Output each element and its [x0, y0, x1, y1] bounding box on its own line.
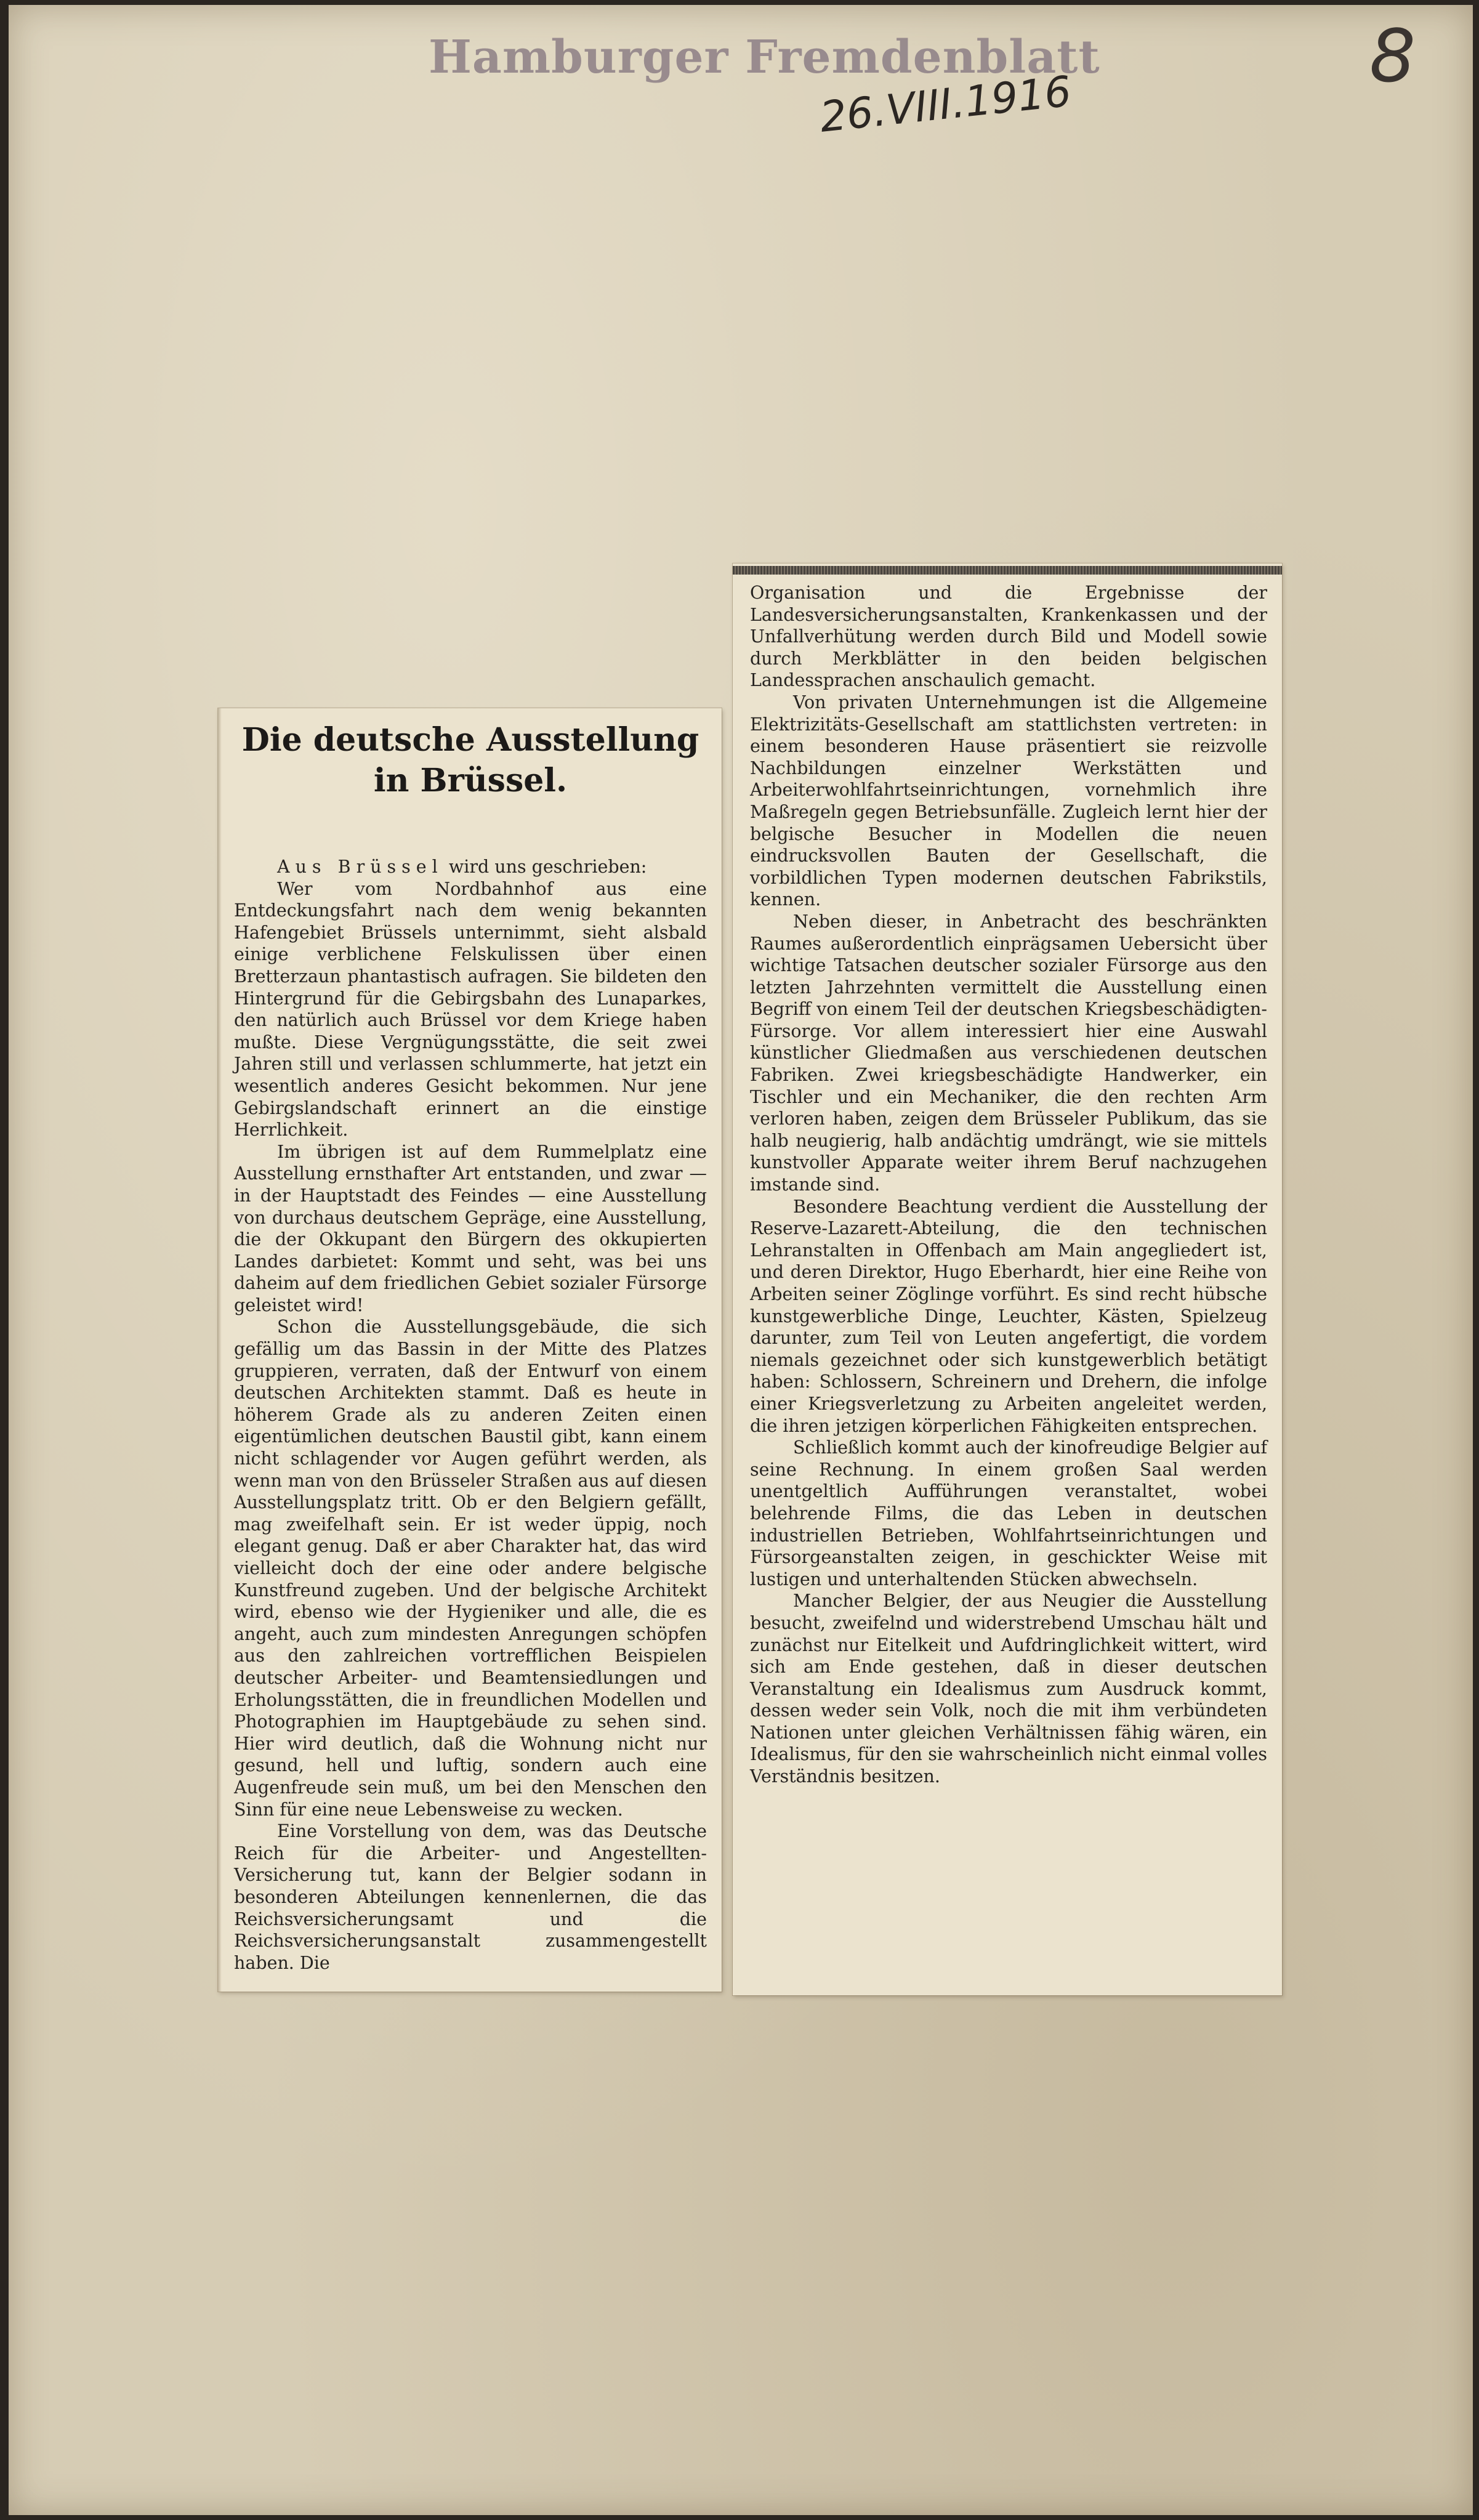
headline-line-2: in Brüssel.	[373, 762, 568, 799]
dateline-place: Aus Brüssel	[277, 857, 443, 877]
article-paragraph: Schließlich kommt auch der kinofreudige Belgier auf seine Rechnung. In einem großen Saal werden unentgeltlich Aufführungen veranstaltet, wobei belehrende Films, die das Leben in deutschen industriellen Betrieben, Wohlfahrtseinrichtungen und Fürsorgeanstalten zeigen, in geschickter Weise mit lustigen und unterhaltenden Stücken abwechseln.	[750, 1437, 1267, 1589]
edge-stain	[218, 708, 222, 1992]
article-paragraph: Eine Vorstellung von dem, was das Deutsche Reich für die Arbeiter- und Angestellten-Versicherung tut, kann der Belgier sodann in besonderen Abteilungen kennenlernen, die das Reichsversicherungsamt und die Reichsversicherungsanstalt zusammengestellt haben. Die	[234, 1821, 707, 1973]
article-paragraph: Organisation und die Ergebnisse der Landesversicherungsanstalten, Krankenkassen und der Unfallverhütung werden durch Bild und Modell sowie durch Merkblätter in den beiden belgischen Landessprachen anschaulich gemacht.	[750, 583, 1267, 691]
article-paragraph: Besondere Beachtung verdient die Ausstellung der Reserve-Lazarett-Abteilung, die den technischen Lehranstalten in Offenbach am Main angegliedert ist, und deren Direktor, Hugo Eberhardt, hier eine Reihe von Arbeiten seiner Zöglinge vorführt. Es sind recht hübsche kunstgewerbliche Dinge, Leuchter, Kästen, Spielzeug darunter, zum Teil von Leuten angefertigt, die vordem niemals gezeichnet oder sich kunstgewerblich betätigt haben: Schlossern, Schreinern und Drehern, die infolge einer Kriegsverletzung zu Arbeiten angeleitet werden, die ihren jetzigen körperlichen Fähigkeiten entsprechen.	[750, 1196, 1267, 1436]
article-paragraph: Im übrigen ist auf dem Rummelplatz eine Ausstellung ernsthafter Art entstanden, und zwar — in der Hauptstadt des Feindes — eine Ausstellung von durchaus deutschem Gepräge, eine Ausstellung, die der Okkupant den Bürgern des okkupierten Landes darbietet: Kommt und seht, was bei uns daheim auf dem friedlichen Gebiet sozialer Fürsorge geleistet wird!	[234, 1141, 707, 1315]
newspaper-name-stamp: Hamburger Fremdenblatt	[429, 31, 1100, 84]
folio-number: 8	[1369, 14, 1416, 99]
right-column-text	[750, 582, 1267, 1990]
dateline-rest: wird uns geschrieben:	[443, 857, 647, 877]
dateline-paragraph	[234, 856, 707, 878]
handwritten-date: 26.VIII.1916	[817, 67, 1074, 142]
article-paragraph: Schon die Ausstellungsgebäude, die sich gefällig um das Bassin in der Mitte des Platzes gruppieren, verraten, daß der Entwurf von einem deutschen Architekten stammt. Daß es heute in höherem Grade als zu anderen Zeiten einen eigentümlichen deutschen Baustil gibt, kann einem nicht schlagender vor Augen geführt werden, als wenn man von den Brüsseler Straßen aus auf diesen Ausstellungsplatz tritt. Ob er den Belgiern gefällt, mag zweifelhaft sein. Er ist weder üppig, noch elegant genug. Daß er aber Charakter hat, das wird vielleicht doch der eine oder andere belgische Kunstfreund zugeben. Und der belgische Architekt wird, ebenso wie der Hygieniker und alle, die es angeht, auch zum mindesten Anregungen schöpfen aus den zahlreichen vortrefflichen Beispielen deutscher Arbeiter- und Beamtensiedlungen und Erholungsstätten, die in freundlichen Modellen und Photographien im Hauptgebäude zu sehen sind. Hier wird deutlich, daß die Wohnung nicht nur gesund, hell und luftig, sondern auch eine Augenfreude sein muß, um bei den Menschen den Sinn für eine neue Lebensweise zu wecken.	[234, 1317, 707, 1820]
article-paragraph: Wer vom Nordbahnhof aus eine Entdeckungsfahrt nach dem wenig bekannten Hafengebiet Brüssels unternimmt, sieht alsbald einige verblichene Felskulissen über einen Bretterzaun phantastisch aufragen. Sie bildeten den Hintergrund für die Gebirgsbahn des Lunaparkes, den natürlich auch Brüssel vor dem Kriege haben mußte. Diese Vergnügungsstätte, die seit zwei Jahren still und verlassen schlummerte, hat jetzt ein wesentlich anderes Gesicht bekommen. Nur jene Gebirgslandschaft erinnert an die einstige Herrlichkeit.	[234, 878, 707, 1141]
article-paragraph: Mancher Belgier, der aus Neugier die Ausstellung besucht, zweifelnd und widerstrebend Umschau hält und zunächst nur Eitelkeit und Aufdringlichkeit wittert, wird sich am Ende gestehen, daß in dieser deutschen Veranstaltung ein Idealismus zum Ausdruck kommt, dessen weder sein Volk, noch die mit ihm verbündeten Nationen unter gleichen Verhältnissen fähig wären, ein Idealismus, für den sie wahrscheinlich nicht einmal volles Verständnis besitzen.	[750, 1591, 1267, 1787]
headline-line-1: Die deutsche Ausstellung	[241, 721, 699, 759]
clipping-left-column	[218, 708, 722, 1992]
clipping-right-column	[733, 563, 1282, 1995]
article-paragraph: Neben dieser, in Anbetracht des beschränkten Raumes außerordentlich einprägsamen Uebersicht über wichtige Tatsachen deutscher sozialer Fürsorge aus den letzten Jahrzehnten vermittelt die Ausstellung einen Begriff von einem Teil der deutschen Kriegsbeschädigten-Fürsorge. Vor allem interessiert hier eine Auswahl künstlicher Gliedmaßen aus verschiedenen deutschen Fabriken. Zwei kriegsbeschädigte Handwerker, ein Tischler und ein Mechaniker, die den rechten Arm verloren haben, zeigen dem Brüsseler Publikum, das sie halb neugierig, halb andächtig umdrängt, wie sie mittels kunstvoller Apparate weiter ihrem Beruf nachzugehen imstande sind.	[750, 911, 1267, 1195]
column-top-rule	[733, 566, 1282, 575]
article-paragraph: Von privaten Unternehmungen ist die Allgemeine Elektrizitäts-Gesellschaft am stattlichsten vertreten: in einem besonderen Hause präsentiert sie reizvolle Nachbildungen einzelner Werkstätten und Arbeiterwohlfahrtseinrichtungen, vornehmlich ihre Maßregeln gegen Betriebsunfälle. Zugleich lernt hier der belgische Besucher in Modellen die neuen eindrucksvollen Bauten der Gesellschaft, die vorbildlichen Typen modernen deutschen Fabrikstils, kennen.	[750, 692, 1267, 910]
left-column-text	[234, 856, 707, 1983]
